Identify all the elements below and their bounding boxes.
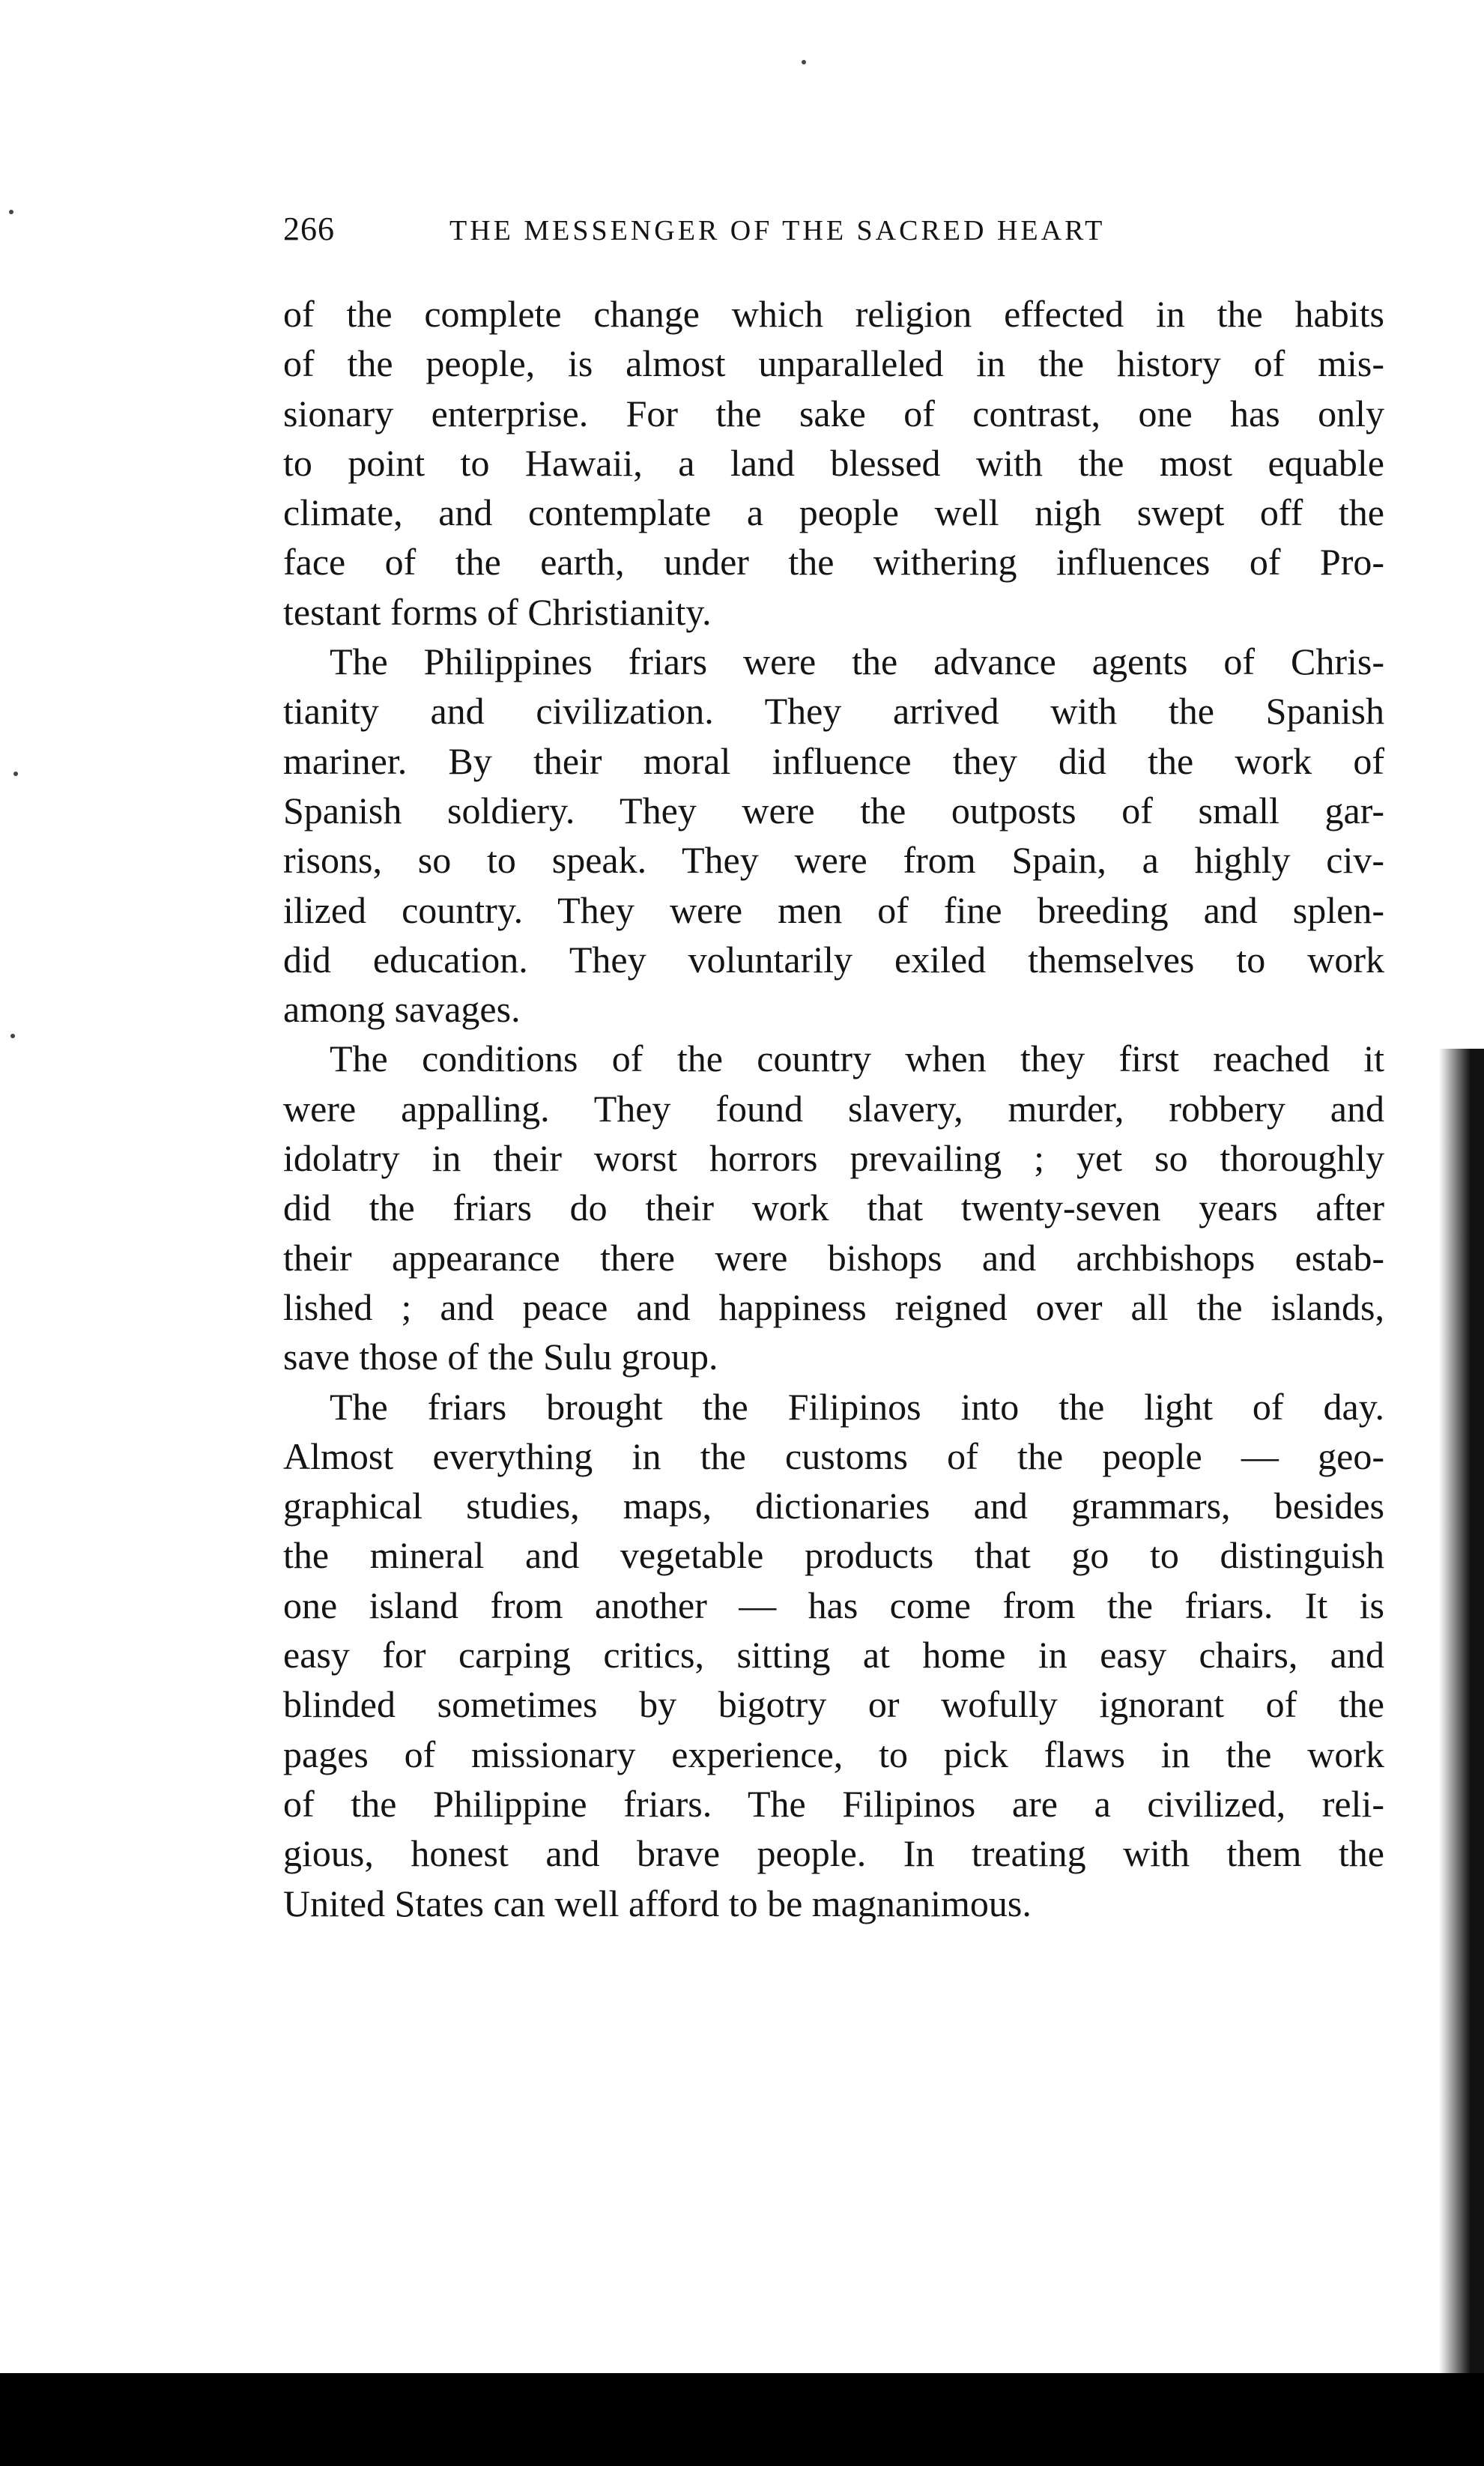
text-line: their appearance there were bishops and archbishops estab- bbox=[283, 1236, 1384, 1279]
text-line: save those of the Sulu group. bbox=[283, 1336, 718, 1378]
scan-edge-shadow bbox=[1439, 1049, 1484, 2382]
page-header bbox=[283, 210, 1242, 262]
text-line: idolatry in their worst horrors prevailing ; yet so thoroughly bbox=[283, 1137, 1384, 1180]
text-line: blinded sometimes by bigotry or wofully ignorant of the bbox=[283, 1683, 1384, 1726]
text-line: did the friars do their work that twenty-seven years after bbox=[283, 1187, 1384, 1229]
text-line: pages of missionary experience, to pick flaws in the work bbox=[283, 1733, 1384, 1775]
text-line: Spanish soldiery. They were the outposts of small gar- bbox=[283, 789, 1384, 831]
text-line: risons, so to speak. They were from Spain, a highly civ- bbox=[283, 839, 1384, 882]
text-line: Almost everything in the customs of the people — geo- bbox=[283, 1435, 1384, 1477]
text-line: graphical studies, maps, dictionaries and grammars, besides bbox=[283, 1485, 1384, 1527]
text-line: the mineral and vegetable products that go to distinguish bbox=[283, 1534, 1384, 1577]
text-line: The conditions of the country when they first reached it bbox=[330, 1037, 1384, 1080]
text-line: lished ; and peace and happiness reigned over all the islands, bbox=[283, 1285, 1384, 1328]
text-line: United States can well afford to be magnanimous. bbox=[283, 1882, 1032, 1924]
paragraph-4 bbox=[283, 1382, 1384, 1928]
scan-bottom-band bbox=[0, 2373, 1484, 2466]
paragraph-3 bbox=[283, 1034, 1384, 1381]
paragraph-1 bbox=[283, 289, 1384, 637]
text-line: sionary enterprise. For the sake of contrast, one has only bbox=[283, 392, 1384, 434]
text-line: one island from another — has come from the friars. It is bbox=[283, 1584, 1384, 1626]
text-line: The friars brought the Filipinos into the light of day. bbox=[330, 1385, 1384, 1428]
page-number: 266 bbox=[283, 210, 335, 247]
text-line: did education. They voluntarily exiled themselves to work bbox=[283, 938, 1384, 981]
text-line: The Philippines friars were the advance agents of Chris- bbox=[330, 640, 1384, 683]
scan-speck bbox=[10, 1034, 15, 1038]
text-line: gious, honest and brave people. In treating with them the bbox=[283, 1832, 1384, 1875]
text-line: climate, and contemplate a people well nigh swept off the bbox=[283, 491, 1384, 534]
paragraph-2 bbox=[283, 637, 1384, 1034]
scan-speck bbox=[802, 60, 806, 64]
text-line: easy for carping critics, sitting at home in easy chairs, and bbox=[283, 1634, 1384, 1676]
text-line: testant forms of Christianity. bbox=[283, 590, 712, 633]
text-line: among savages. bbox=[283, 988, 521, 1031]
text-line: face of the earth, under the withering influences of Pro- bbox=[283, 541, 1384, 584]
scan-speck bbox=[9, 210, 13, 214]
running-head: THE MESSENGER OF THE SACRED HEART bbox=[449, 215, 1106, 246]
scan-speck bbox=[13, 772, 18, 776]
text-line: ilized country. They were men of fine breeding and splen- bbox=[283, 888, 1384, 931]
text-line: mariner. By their moral influence they did the work of bbox=[283, 739, 1384, 782]
text-line: of the people, is almost unparalleled in the history of mis- bbox=[283, 342, 1384, 385]
text-line: were appalling. They found slavery, murder, robbery and bbox=[283, 1087, 1384, 1130]
body-text bbox=[283, 289, 1384, 1928]
text-line: to point to Hawaii, a land blessed with the most equable bbox=[283, 441, 1384, 484]
text-line: of the complete change which religion effected in the habits bbox=[283, 293, 1384, 335]
text-line: tianity and civilization. They arrived with the Spanish bbox=[283, 690, 1384, 733]
text-line: of the Philippine friars. The Filipinos are a civilized, reli- bbox=[283, 1782, 1384, 1825]
